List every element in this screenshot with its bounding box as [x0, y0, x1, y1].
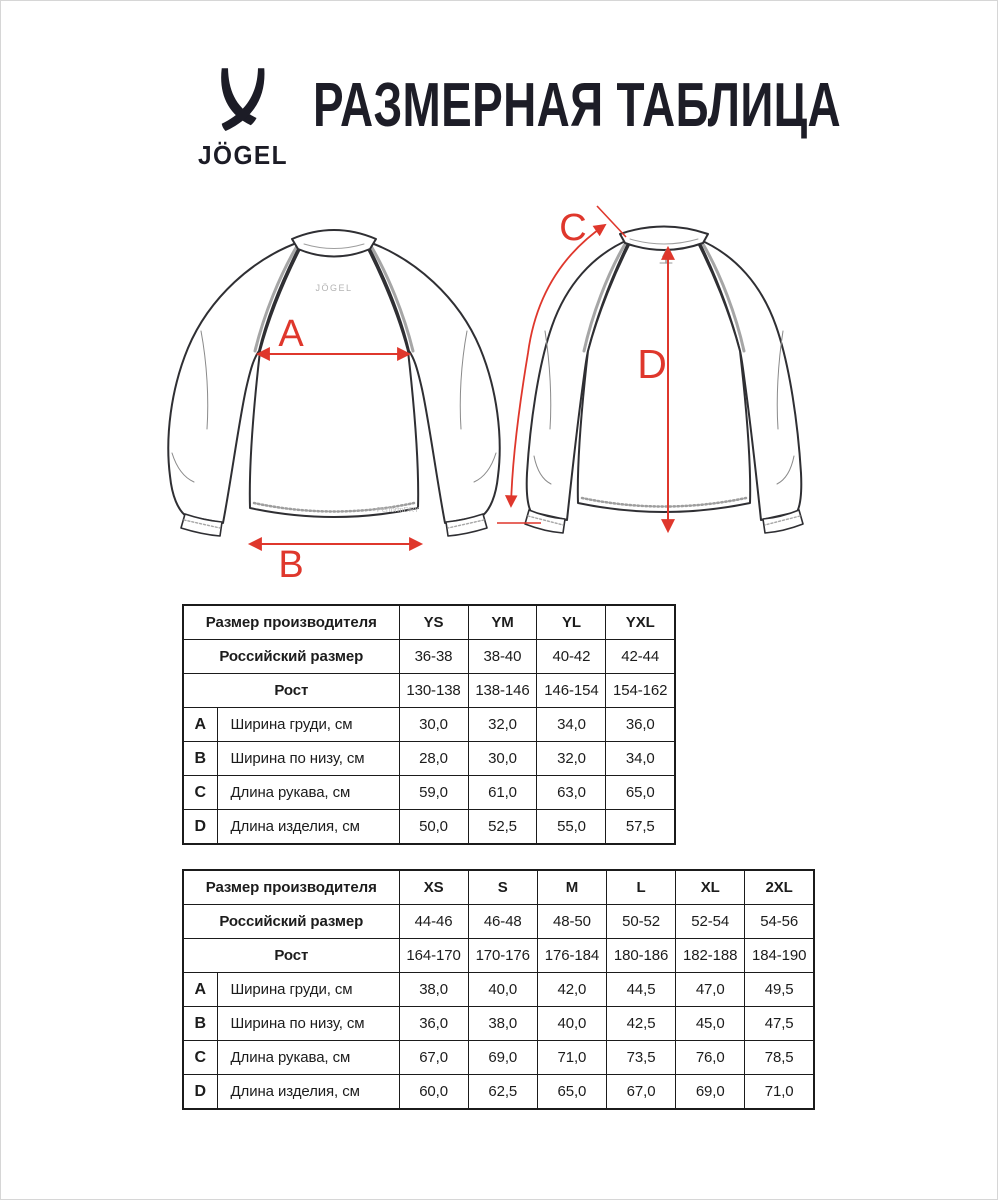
size-value-cell: 170-176 — [468, 939, 537, 973]
measure-value-cell: 57,5 — [606, 810, 675, 845]
measure-value-cell: 45,0 — [676, 1007, 745, 1041]
measure-value-cell: 67,0 — [399, 1041, 468, 1075]
header-row — [183, 939, 814, 973]
measure-value-cell: 49,5 — [745, 973, 814, 1007]
measure-letter-cell: B — [183, 1007, 217, 1041]
size-value-cell: S — [468, 870, 537, 905]
size-value-cell: 184-190 — [745, 939, 814, 973]
header-label-cell: Рост — [183, 939, 399, 973]
measure-label-cell: Ширина груди, см — [217, 973, 399, 1007]
measure-value-cell: 36,0 — [606, 708, 675, 742]
size-value-cell: 42-44 — [606, 640, 675, 674]
measure-value-cell: 52,5 — [468, 810, 537, 845]
measure-letter-cell: A — [183, 973, 217, 1007]
measure-letter-cell: B — [183, 742, 217, 776]
measure-value-cell: 59,0 — [399, 776, 468, 810]
size-value-cell: 46-48 — [468, 905, 537, 939]
measure-label-a: A — [278, 313, 304, 355]
measure-row — [183, 708, 675, 742]
measure-label-cell: Длина изделия, см — [217, 1075, 399, 1110]
measure-value-cell: 30,0 — [399, 708, 468, 742]
measure-value-cell: 73,5 — [606, 1041, 675, 1075]
measure-value-cell: 76,0 — [676, 1041, 745, 1075]
size-value-cell: 48-50 — [537, 905, 606, 939]
size-value-cell: 176-184 — [537, 939, 606, 973]
measure-value-cell: 28,0 — [399, 742, 468, 776]
size-value-cell: YM — [468, 605, 537, 640]
measure-value-cell: 61,0 — [468, 776, 537, 810]
measure-letter-cell: D — [183, 810, 217, 845]
size-value-cell: YL — [537, 605, 606, 640]
size-value-cell: 182-188 — [676, 939, 745, 973]
measure-value-cell: 69,0 — [676, 1075, 745, 1110]
measure-label-b: B — [278, 544, 304, 586]
measure-label-cell: Длина рукава, см — [217, 1041, 399, 1075]
measure-value-cell: 34,0 — [537, 708, 606, 742]
size-value-cell: L — [606, 870, 675, 905]
measure-value-cell: 40,0 — [468, 973, 537, 1007]
measure-value-cell: 40,0 — [537, 1007, 606, 1041]
header-row — [183, 640, 675, 674]
front-shirt-drawing — [168, 230, 499, 536]
size-value-cell: 44-46 — [399, 905, 468, 939]
size-value-cell: 164-170 — [399, 939, 468, 973]
measure-row — [183, 1075, 814, 1110]
measure-value-cell: 50,0 — [399, 810, 468, 845]
jogel-logo-icon — [214, 67, 272, 139]
measure-letter-cell: A — [183, 708, 217, 742]
brand-logo — [193, 67, 293, 168]
size-value-cell: 146-154 — [537, 674, 606, 708]
measure-label-cell: Ширина по низу, см — [217, 1007, 399, 1041]
measure-value-cell: 67,0 — [606, 1075, 675, 1110]
measure-value-cell: 63,0 — [537, 776, 606, 810]
measure-value-cell: 44,5 — [606, 973, 675, 1007]
measure-value-cell: 42,0 — [537, 973, 606, 1007]
header-row — [183, 870, 814, 905]
measure-value-cell: 30,0 — [468, 742, 537, 776]
measure-value-cell: 42,5 — [606, 1007, 675, 1041]
measure-label-d: D — [637, 341, 667, 387]
header-label-cell: Размер производителя — [183, 605, 399, 640]
measure-value-cell: 36,0 — [399, 1007, 468, 1041]
measure-value-cell: 34,0 — [606, 742, 675, 776]
front-chest-logo-text: JÖGEL — [315, 283, 353, 293]
page-title: РАЗМЕРНАЯ ТАБЛИЦА — [313, 71, 842, 140]
measure-row — [183, 1041, 814, 1075]
measure-value-cell: 47,0 — [676, 973, 745, 1007]
measure-row — [183, 742, 675, 776]
size-value-cell: XS — [399, 870, 468, 905]
size-value-cell: 38-40 — [468, 640, 537, 674]
size-value-cell: 138-146 — [468, 674, 537, 708]
front-hem-text: PerformDRY — [376, 505, 420, 514]
youth-size-table — [182, 604, 676, 845]
measure-row — [183, 776, 675, 810]
size-value-cell: M — [537, 870, 606, 905]
measure-row — [183, 810, 675, 845]
size-value-cell: YS — [399, 605, 468, 640]
adult-size-table — [182, 869, 815, 1110]
measure-value-cell: 65,0 — [606, 776, 675, 810]
measure-label-cell: Длина рукава, см — [217, 776, 399, 810]
measure-value-cell: 47,5 — [745, 1007, 814, 1041]
measure-value-cell: 78,5 — [745, 1041, 814, 1075]
measure-label-cell: Длина изделия, см — [217, 810, 399, 845]
measure-letter-cell: C — [183, 1041, 217, 1075]
header-row — [183, 674, 675, 708]
size-value-cell: 154-162 — [606, 674, 675, 708]
measure-arrow-b — [250, 544, 421, 586]
size-value-cell: 50-52 — [606, 905, 675, 939]
measure-value-cell: 38,0 — [399, 973, 468, 1007]
header-label-cell: Рост — [183, 674, 399, 708]
measure-label-cell: Ширина по низу, см — [217, 742, 399, 776]
size-value-cell: YXL — [606, 605, 675, 640]
measure-row — [183, 1007, 814, 1041]
measure-value-cell: 71,0 — [537, 1041, 606, 1075]
size-value-cell: 54-56 — [745, 905, 814, 939]
size-value-cell: 130-138 — [399, 674, 468, 708]
measure-value-cell: 60,0 — [399, 1075, 468, 1110]
header-row — [183, 605, 675, 640]
size-value-cell: 2XL — [745, 870, 814, 905]
measure-letter-cell: C — [183, 776, 217, 810]
measure-label-c: C — [559, 207, 587, 249]
measure-value-cell: 62,5 — [468, 1075, 537, 1110]
measure-row — [183, 973, 814, 1007]
measure-value-cell: 55,0 — [537, 810, 606, 845]
measure-value-cell: 32,0 — [468, 708, 537, 742]
measure-letter-cell: D — [183, 1075, 217, 1110]
measure-label-cell: Ширина груди, см — [217, 708, 399, 742]
size-value-cell: XL — [676, 870, 745, 905]
measure-value-cell: 69,0 — [468, 1041, 537, 1075]
measure-value-cell: 32,0 — [537, 742, 606, 776]
size-value-cell: 40-42 — [537, 640, 606, 674]
shirt-measurement-diagram — [1, 191, 998, 606]
header-label-cell: Российский размер — [183, 640, 399, 674]
size-value-cell: 52-54 — [676, 905, 745, 939]
measure-value-cell: 65,0 — [537, 1075, 606, 1110]
size-value-cell: 36-38 — [399, 640, 468, 674]
measure-value-cell: 71,0 — [745, 1075, 814, 1110]
header-label-cell: Размер производителя — [183, 870, 399, 905]
size-value-cell: 180-186 — [606, 939, 675, 973]
measure-value-cell: 38,0 — [468, 1007, 537, 1041]
header-label-cell: Российский размер — [183, 905, 399, 939]
brand-wordmark: JÖGEL — [198, 140, 288, 170]
header-row — [183, 905, 814, 939]
